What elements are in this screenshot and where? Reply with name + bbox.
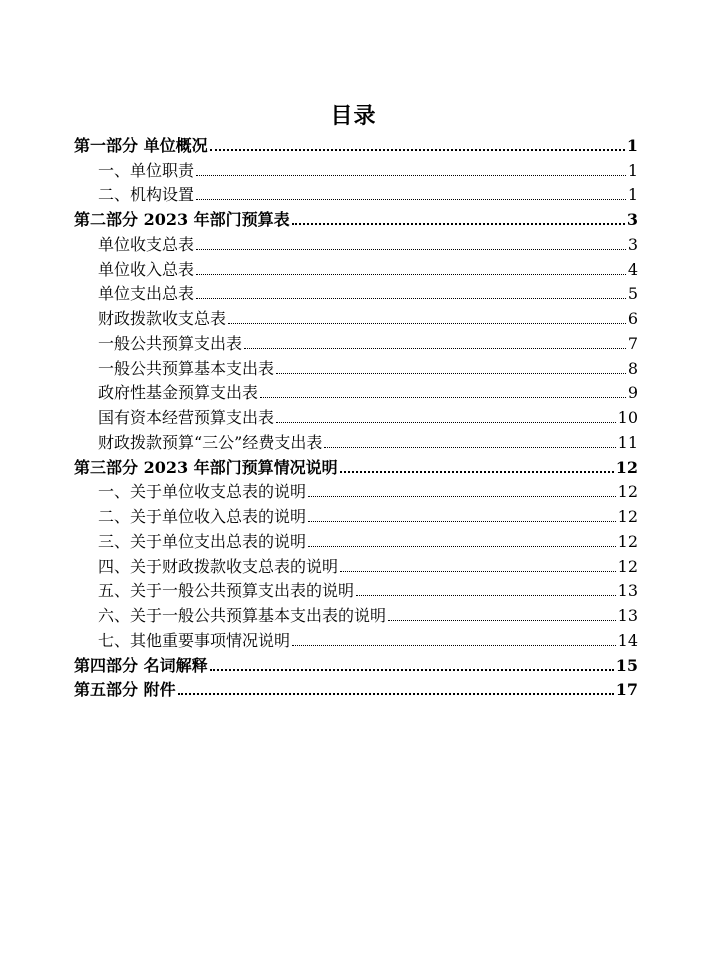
toc-page-number: 12 xyxy=(617,482,638,502)
toc-entry-subsection[interactable] xyxy=(74,354,638,379)
toc-entry-text: 一般公共预算支出表 xyxy=(98,333,243,353)
toc-entry-text: 第一部分 单位概况 xyxy=(74,135,208,155)
toc-entry-subsection[interactable] xyxy=(74,428,638,453)
toc-dot-leader xyxy=(292,645,616,646)
toc-dot-leader xyxy=(308,521,616,522)
toc-page-number: 1 xyxy=(627,185,638,205)
toc-entry-text: 财政拨款收支总表 xyxy=(98,309,227,328)
toc-dot-leader xyxy=(196,298,626,299)
toc-page-number: 3 xyxy=(627,234,638,254)
toc-entry-text: 政府性基金预算支出表 xyxy=(98,383,259,403)
toc-page-number: 14 xyxy=(617,630,638,650)
toc-entry-text: 第三部分 2023 年部门预算情况说明 xyxy=(74,457,338,477)
toc-page-number: 6 xyxy=(627,309,638,328)
toc-entry-subsection[interactable] xyxy=(74,626,638,651)
toc-entry-text: 第二部分 2023 年部门预算表 xyxy=(74,210,290,229)
toc-page-number: 1 xyxy=(627,160,638,180)
toc-entry-text: 七、其他重要事项情况说明 xyxy=(98,630,291,650)
toc-page-number: 15 xyxy=(615,655,638,675)
toc-entry-subsection[interactable] xyxy=(74,527,638,552)
toc-entry-subsection[interactable] xyxy=(74,403,638,428)
toc-page-number: 12 xyxy=(615,457,638,477)
toc-entry-text: 国有资本经营预算支出表 xyxy=(98,408,275,427)
toc-entry-subsection[interactable] xyxy=(74,156,638,181)
toc-page-number: 17 xyxy=(615,680,638,700)
toc-entry-text: 三、关于单位支出总表的说明 xyxy=(98,531,307,551)
toc-entry-subsection[interactable] xyxy=(74,502,638,527)
toc-page-number: 1 xyxy=(626,135,638,155)
toc-entry-text: 单位支出总表 xyxy=(98,284,195,304)
toc-page-number: 9 xyxy=(627,383,638,403)
toc-dot-leader xyxy=(210,669,614,671)
toc-dot-leader xyxy=(276,422,616,423)
toc-dot-leader xyxy=(340,571,616,572)
toc-entry-section[interactable] xyxy=(74,131,638,156)
toc-title: 目录 xyxy=(330,103,377,129)
toc-entry-text: 六、关于一般公共预算基本支出表的说明 xyxy=(98,606,387,625)
toc-dot-leader xyxy=(196,249,626,250)
toc-page-number: 13 xyxy=(617,606,638,625)
toc-dot-leader xyxy=(388,620,616,621)
toc-dot-leader xyxy=(244,348,626,349)
toc-page-number: 12 xyxy=(617,507,638,526)
toc-page-number: 12 xyxy=(617,556,638,576)
toc-entry-section[interactable] xyxy=(74,676,638,701)
toc-entry-text: 单位收支总表 xyxy=(98,234,195,254)
toc-entry-text: 二、机构设置 xyxy=(98,185,195,205)
toc-entry-subsection[interactable] xyxy=(74,552,638,577)
toc-dot-leader xyxy=(308,496,616,497)
toc-page-number: 3 xyxy=(626,210,638,229)
toc-entry-section[interactable] xyxy=(74,205,638,230)
toc-page-number: 4 xyxy=(627,259,638,279)
toc-dot-leader xyxy=(196,199,626,200)
toc-dot-leader xyxy=(260,397,626,398)
toc-entry-text: 五、关于一般公共预算支出表的说明 xyxy=(98,581,355,601)
toc-entry-section[interactable] xyxy=(74,453,638,478)
toc-dot-leader xyxy=(196,175,626,176)
toc-dot-leader xyxy=(178,693,614,695)
toc-entry-subsection[interactable] xyxy=(74,577,638,602)
toc-entry-text: 四、关于财政拨款收支总表的说明 xyxy=(98,556,339,576)
toc-dot-leader xyxy=(210,149,625,151)
toc-entry-subsection[interactable] xyxy=(74,181,638,206)
toc-dot-leader xyxy=(340,471,614,473)
toc-entry-text: 第四部分 名词解释 xyxy=(74,655,208,675)
toc-page-number: 7 xyxy=(627,333,638,353)
toc-entry-text: 单位收入总表 xyxy=(98,259,195,279)
toc-page-number: 10 xyxy=(617,408,638,427)
toc-entry-text: 第五部分 附件 xyxy=(74,680,176,700)
toc-entry-subsection[interactable] xyxy=(74,230,638,255)
toc-entry-subsection[interactable] xyxy=(74,379,638,404)
toc-dot-leader xyxy=(292,223,625,225)
toc-page-number: 8 xyxy=(627,358,638,378)
toc-dot-leader xyxy=(228,323,626,324)
toc-dot-leader xyxy=(276,373,626,374)
toc-dot-leader xyxy=(324,447,615,448)
toc-entry-text: 一、单位职责 xyxy=(98,160,195,180)
toc-entry-subsection[interactable] xyxy=(74,280,638,305)
table-of-contents xyxy=(74,131,638,700)
toc-entry-text: 财政拨款预算“三公”经费支出表 xyxy=(98,432,323,452)
toc-page-number: 11 xyxy=(617,432,638,452)
toc-entry-text: 一般公共预算基本支出表 xyxy=(98,358,275,378)
toc-entry-text: 一、关于单位收支总表的说明 xyxy=(98,482,307,502)
toc-dot-leader xyxy=(196,274,626,275)
toc-entry-subsection[interactable] xyxy=(74,601,638,626)
toc-entry-text: 二、关于单位收入总表的说明 xyxy=(98,507,307,526)
toc-dot-leader xyxy=(356,595,616,596)
toc-page-number: 12 xyxy=(617,531,638,551)
toc-page-number: 13 xyxy=(617,581,638,601)
toc-entry-subsection[interactable] xyxy=(74,304,638,329)
toc-entry-subsection[interactable] xyxy=(74,255,638,280)
toc-entry-subsection[interactable] xyxy=(74,329,638,354)
toc-dot-leader xyxy=(308,546,616,547)
toc-page-number: 5 xyxy=(627,284,638,304)
toc-entry-subsection[interactable] xyxy=(74,478,638,503)
toc-entry-section[interactable] xyxy=(74,651,638,676)
